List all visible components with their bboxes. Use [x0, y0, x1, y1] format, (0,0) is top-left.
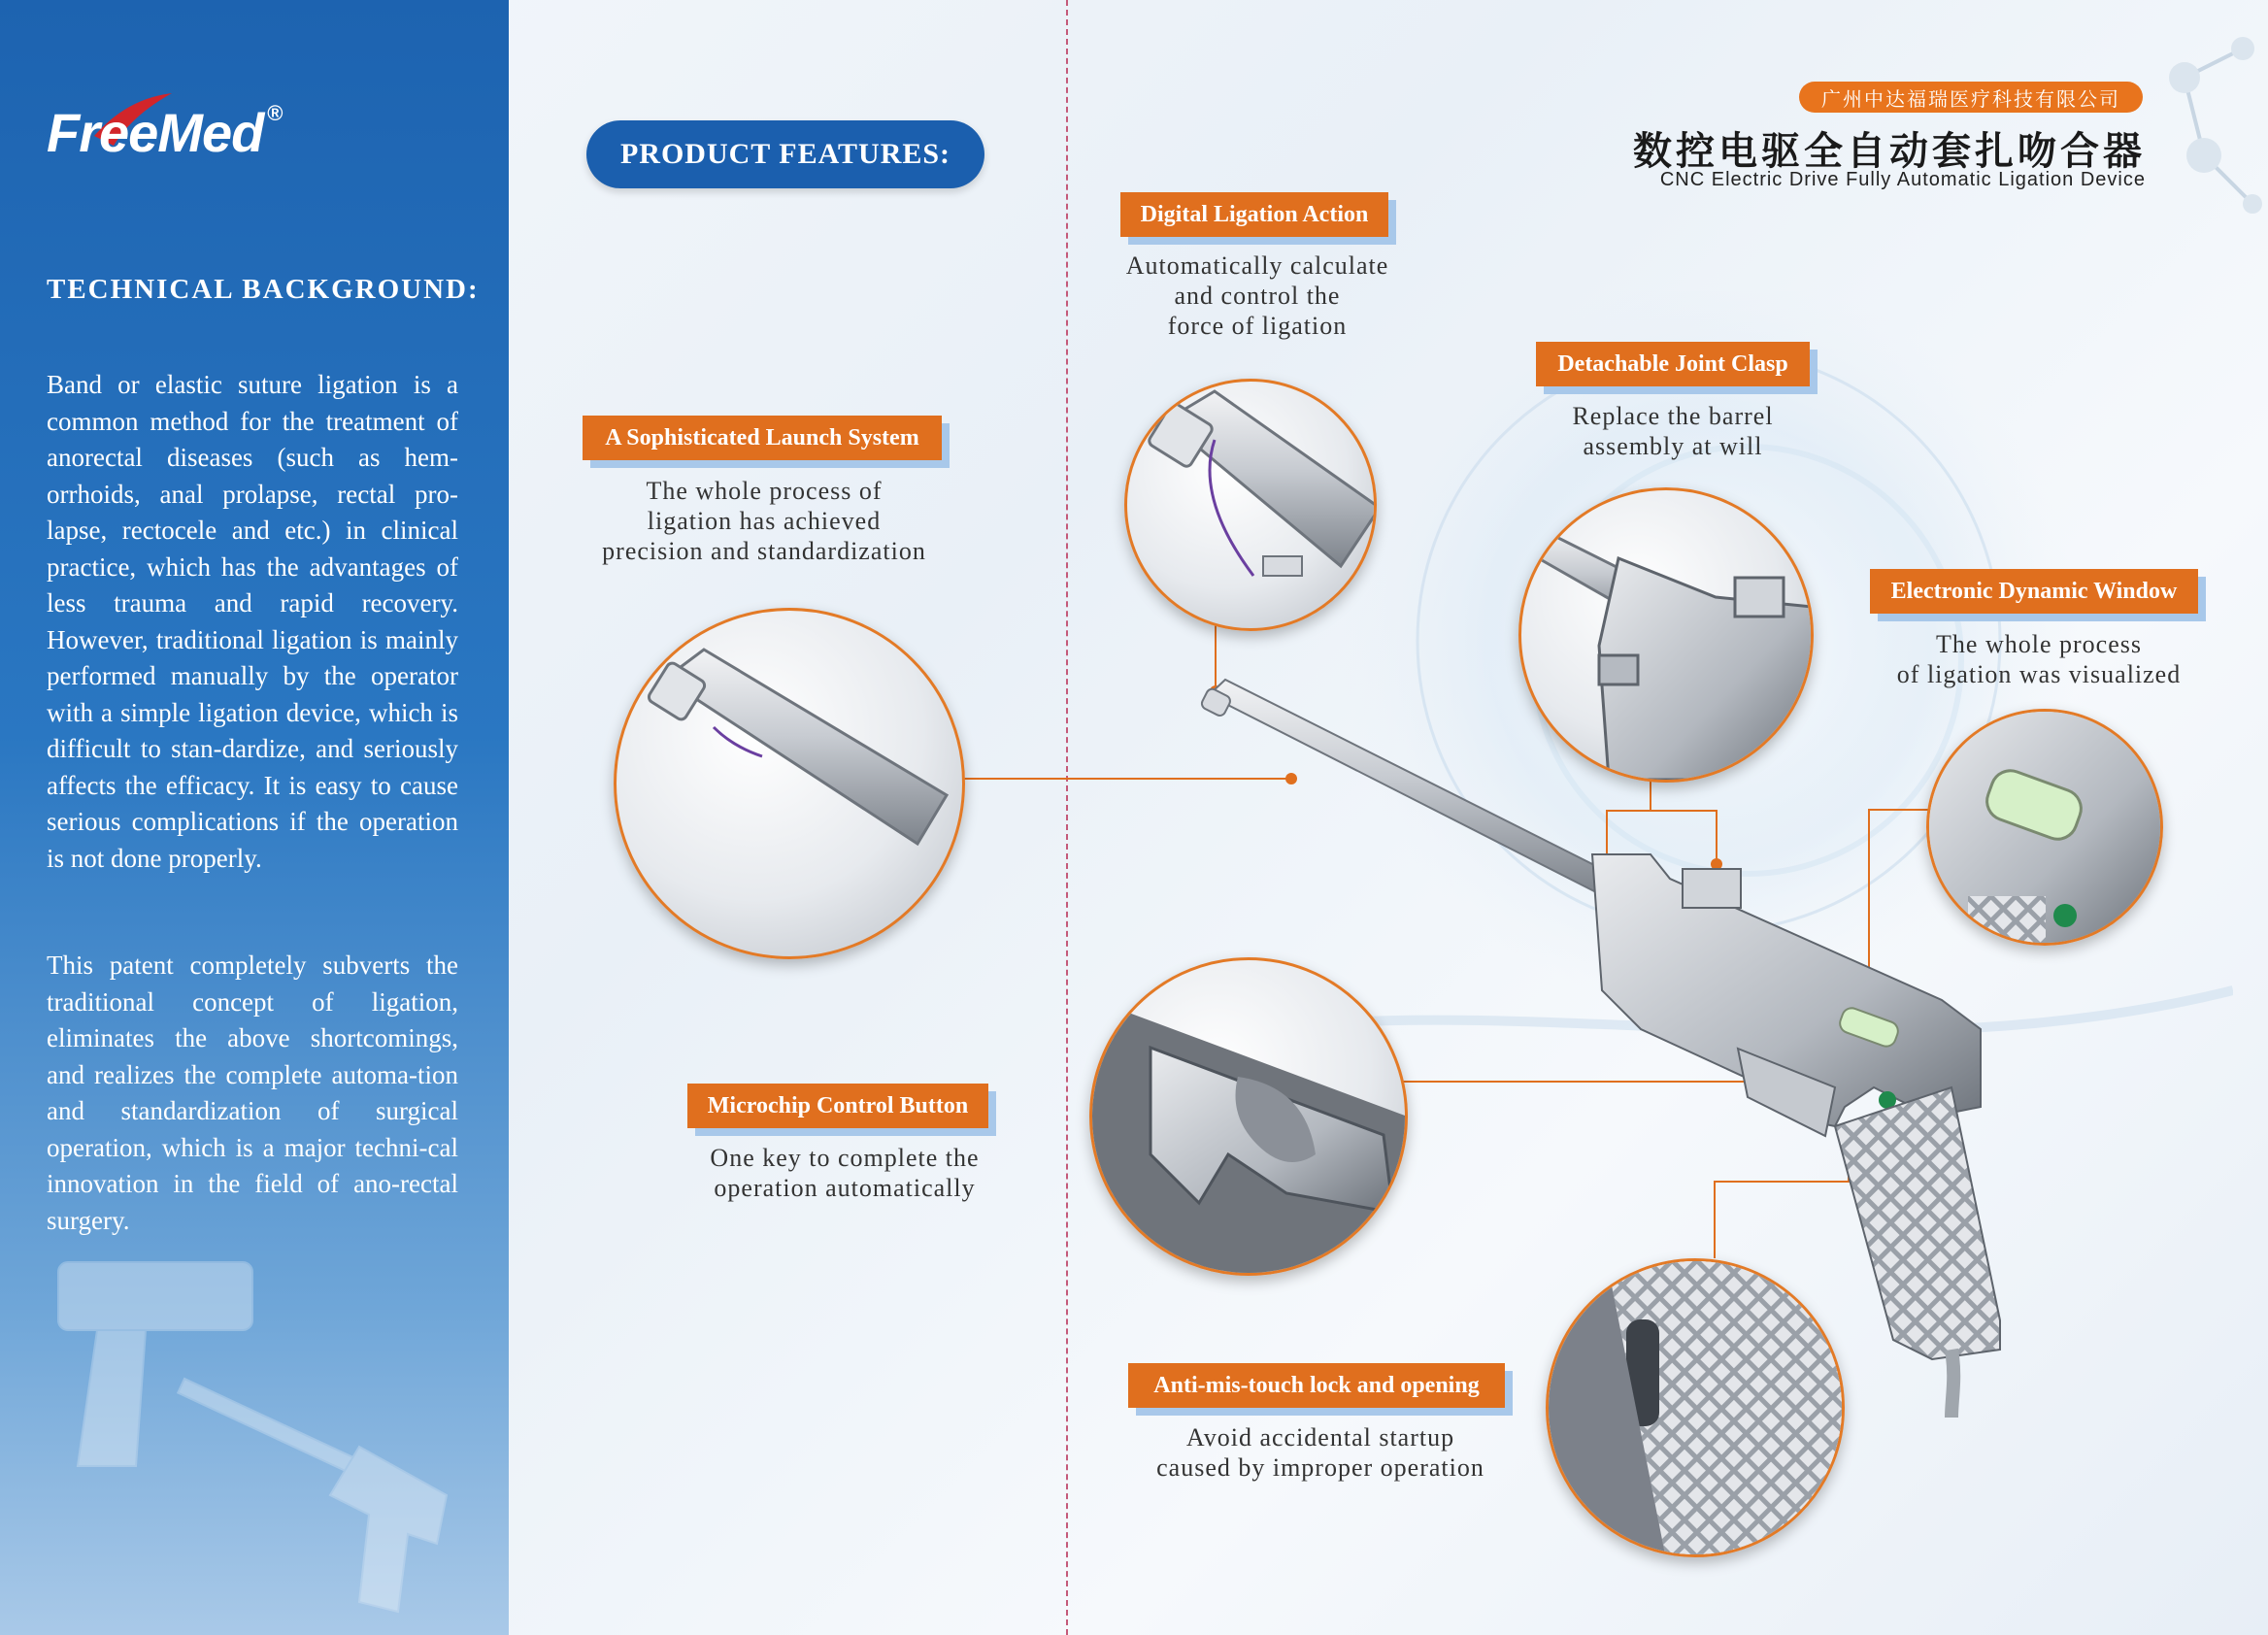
feature-desc-launch-system [567, 476, 961, 566]
feature-desc-line: Automatically calculate [1125, 251, 1389, 280]
product-title-chinese: 数控电驱全自动套扎吻合器 [1633, 129, 2146, 174]
feature-desc-line: One key to complete the [710, 1144, 980, 1172]
feature-desc-line: ligation has achieved [647, 507, 882, 535]
feature-label-dynamic-window: Electronic Dynamic Window [1870, 569, 2198, 614]
detail-circle-dynamic-window [1926, 709, 2163, 946]
feature-label-joint-clasp: Detachable Joint Clasp [1536, 342, 1810, 386]
feature-label-anti-mistouch: Anti-mis-touch lock and opening [1128, 1363, 1505, 1408]
feature-desc-line: caused by improper operation [1156, 1453, 1484, 1482]
feature-desc-joint-clasp [1495, 401, 1851, 461]
detail-circle-launch-system [614, 608, 965, 959]
feature-desc-line: The whole process [1936, 630, 2142, 658]
detail-circle-joint-clasp [1518, 487, 1814, 783]
feature-label-digital-ligation: Digital Ligation Action [1120, 192, 1388, 237]
detail-circle-anti-mistouch [1546, 1258, 1845, 1557]
feature-desc-line: Avoid accidental startup [1185, 1423, 1455, 1451]
background-paragraph-2: This patent completely subverts the traditional concept of ligation, eliminates the above shortcomings, and realizes the complete automa-tion and standardization of surgical operation, which is a major techni-cal innovation in the field of ano-rectal surgery. [47, 951, 458, 1235]
feature-label-control-button: Microchip Control Button [687, 1084, 988, 1128]
feature-desc-digital-ligation [1078, 250, 1437, 341]
background-paragraph-1: Band or elastic suture ligation is a common method for the treatment of anorectal diseases (such as hem-orrhoids, anal prolapse, rectal pro-lapse, rectocele and etc.) in clinical practice, which has the advantages of less trauma and rapid recovery. However, traditional ligation is mainly performed manually by the operator with a simple ligation device, which is difficult to stan-dardize, and seriously affects the efficacy. It is easy to cause serious complications if the operation is not done properly. [47, 370, 458, 873]
detail-circle-digital-ligation [1124, 379, 1377, 631]
feature-desc-line: The whole process of [646, 477, 883, 505]
feature-desc-line: Replace the barrel [1572, 402, 1774, 430]
technical-background-heading: TECHNICAL BACKGROUND: [47, 274, 480, 305]
feature-label-launch-system: A Sophisticated Launch System [583, 416, 942, 460]
feature-desc-line: of ligation was visualized [1896, 660, 2182, 688]
product-features-pill: PRODUCT FEATURES: [586, 120, 984, 188]
feature-desc-line: assembly at will [1583, 432, 1763, 460]
feature-desc-dynamic-window [1864, 629, 2214, 689]
product-title-english: CNC Electric Drive Fully Automatic Ligation Device [1659, 169, 2146, 190]
feature-desc-line: precision and standardization [602, 537, 926, 565]
feature-desc-control-button [670, 1143, 1019, 1203]
feature-desc-line: operation automatically [714, 1174, 976, 1202]
feature-desc-line: force of ligation [1167, 312, 1348, 340]
feature-desc-line: and control the [1174, 282, 1341, 310]
feature-desc-anti-mistouch [1126, 1422, 1515, 1483]
company-name-badge: 广州中达福瑞医疗科技有限公司 [1799, 82, 2143, 113]
detail-circle-control-button [1089, 957, 1408, 1276]
registered-mark: ® [267, 101, 283, 125]
logo-text: FreeMed [47, 102, 264, 163]
